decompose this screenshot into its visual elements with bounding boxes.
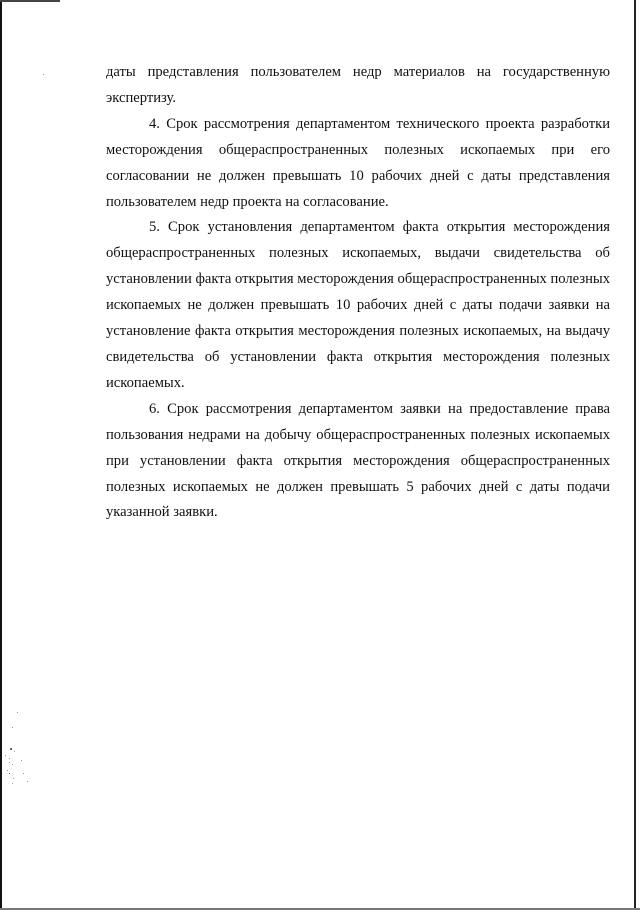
paragraph-item-4: 4. Срок рассмотрения департаментом технического проекта разработки месторождения общераспространенных полезных ископаемых при его согласовании не должен превышать 10 рабочих дней с даты представления пользователем недр проекта на согласование.	[106, 115, 610, 210]
scan-edge-right	[634, 0, 636, 910]
paragraph-item-5: 5. Срок установления департаментом факта открытия месторождения общераспространенных полезных ископаемых, выдачи свидетельства об установлении факта открытия месторождения общераспространенных полезных ископаемых не должен превышать 10 рабочих дней с даты подачи заявки на установление факта открытия месторождения полезных ископаемых, на выдачу свидетельства об установлении факта открытия месторождения полезных ископаемых.	[106, 219, 610, 391]
paragraph-continuation: даты представления пользователем недр материалов на государственную экспертизу.	[106, 64, 610, 106]
scan-edge-left	[0, 0, 2, 910]
scan-edge-top	[0, 0, 60, 2]
paragraph-item-6: 6. Срок рассмотрения департаментом заявки на предоставление права пользования недрами на добычу общераспространенных полезных ископаемых при установлении факта открытия месторождения общераспространенных полезных ископаемых не должен превышать 5 рабочих дней с даты подачи указанной заявки.	[106, 400, 610, 521]
document-body	[106, 60, 610, 526]
